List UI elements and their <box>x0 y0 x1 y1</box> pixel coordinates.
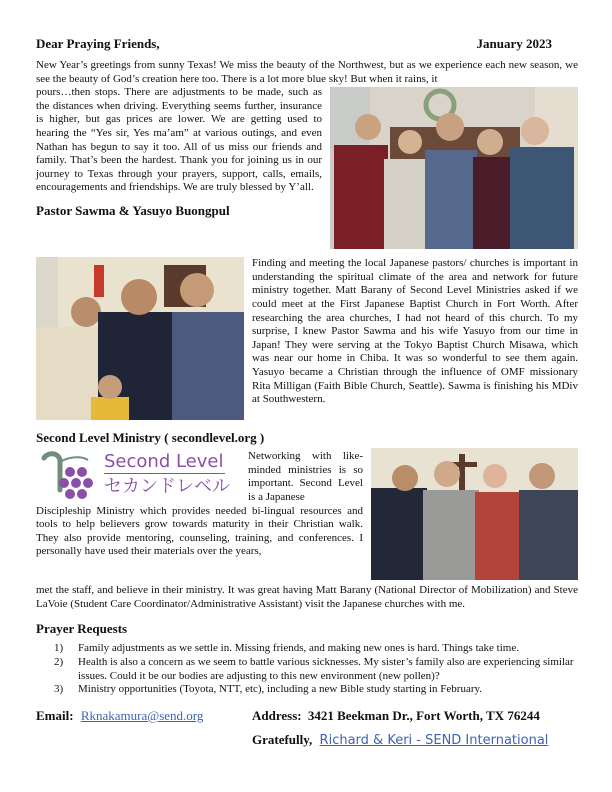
intro-paragraph-top: New Year’s greetings from sunny Texas! We miss the beauty of the Northwest, but as we experience each new season, we see the beauty of God’s creation here too. There is a lot more blue sky! But when it rains, it <box>36 59 578 85</box>
second-level-body-full: met the staff, and believe in their ministry. It was great having Matt Barany (National Director of Mobilization) and Steve LaVoie (Student Care Coordinator/Administrative Assistant) visit the Japanese churches with me. <box>36 584 578 610</box>
prayer-request-list <box>54 642 578 696</box>
prayer-request-item <box>54 683 578 697</box>
second-level-logo <box>38 450 242 502</box>
second-level-section <box>36 430 578 611</box>
prayer-request-item <box>54 656 578 683</box>
intro-section <box>36 59 578 253</box>
footer-row-signature <box>36 731 578 750</box>
family-photo-illustration <box>330 87 578 249</box>
address-line <box>252 707 540 725</box>
prayer-request-number: 2) <box>54 655 64 668</box>
family-photo <box>330 87 578 249</box>
footer-spacer <box>36 731 252 750</box>
address-label: Address: <box>252 707 302 723</box>
signature-link[interactable]: Richard & Keri - SEND International <box>319 732 549 748</box>
footer-row-contact <box>36 707 578 725</box>
logo-text-jp: セカンドレベル <box>104 476 230 498</box>
heading-prayer-requests: Prayer Requests <box>36 621 128 637</box>
logo-text-en: Second Level <box>104 451 224 473</box>
letter-header <box>36 36 578 52</box>
email-link[interactable]: Rknakamura@send.org <box>80 707 204 723</box>
second-level-photo-illustration <box>371 448 578 580</box>
pastor-photo-illustration <box>36 257 244 420</box>
pastor-section-body: Finding and meeting the local Japanese pastors/ churches is important in understanding the spiritual climate of the area and network for future ministry together. Matt Barany of Second Level Ministries asked if we could meet at the First Japanese Baptist Church in Fort Worth. After researching the area churches, I had not heard of this church. To my surprise, I knew Pastor Sawma and his wife Yasuyo from our time in Japan! They were serving at the Tokyo Baptist Church Misawa, which was near our home in Chiba. It was so wonderful to see them again. Yasuyo became a Christian through the influence of OMF missionary Rita Milligan (Faith Bible Church, Seattle). Sawma is finishing his MDiv at Southwestern. <box>252 257 578 406</box>
heading-pastor-sawma: Pastor Sawma & Yasuyo Buongpul <box>36 202 230 218</box>
second-level-photo <box>371 448 578 580</box>
address-value: 3421 Beekman Dr., Fort Worth, TX 76244 <box>307 707 540 723</box>
prayer-request-text: Health is also a concern as we seem to battle various sicknesses. My sister’s family also are experiencing similar issues. Could it be our bodies are adjusting to this new environment (new pollen)? <box>78 655 574 682</box>
prayer-request-text: Ministry opportunities (Toyota, NTT, etc), including a new Bible study starting in February. <box>78 683 483 696</box>
email-label: Email: <box>36 707 74 723</box>
second-level-body-wrap: Networking with like-minded ministries is so important. Second Level is a Japanese <box>248 450 363 503</box>
greeting: Dear Praying Friends, <box>36 36 160 51</box>
grape-vine-icon <box>38 450 98 502</box>
letter-date: January 2023 <box>476 36 552 51</box>
pastor-section <box>36 257 578 424</box>
pastor-photo <box>36 257 244 420</box>
intro-paragraph-wrap: pours…then stops. There are adjustments to be made, such as the distances when driving. Everything seems further, insurance is higher, but gas prices are lower. We are getting used to hearing the “Yes sir, Yes ma’am” at various outings, and even Nathan has begun to say it too. All of us miss our friends and family. That’s been the hardest. Thank you for joining us in our journey to Texas through your prayers, support, calls, emails, encouragements and friendships. We are truly blessed by Y’all. <box>36 86 322 194</box>
closing-label: Gratefully, <box>252 731 313 747</box>
second-level-body-mid: Discipleship Ministry which provides needed bi-lingual resources and tools to help believers grow towards maturity in their Christian walk. They also provide mentoring, counseling, training, and conferences. I personally have used their materials over the years, <box>36 504 363 558</box>
footer <box>36 707 578 750</box>
signature-line <box>252 731 548 750</box>
prayer-request-text: Family adjustments as we settle in. Missing friends, and making new ones is hard. Things take time. <box>78 642 519 655</box>
prayer-request-number: 1) <box>54 642 64 655</box>
prayer-request-number: 3) <box>54 683 64 696</box>
heading-second-level: Second Level Ministry ( secondlevel.org ) <box>36 430 265 446</box>
prayer-section <box>36 621 578 696</box>
email-line <box>36 707 252 725</box>
prayer-request-item <box>54 642 578 656</box>
